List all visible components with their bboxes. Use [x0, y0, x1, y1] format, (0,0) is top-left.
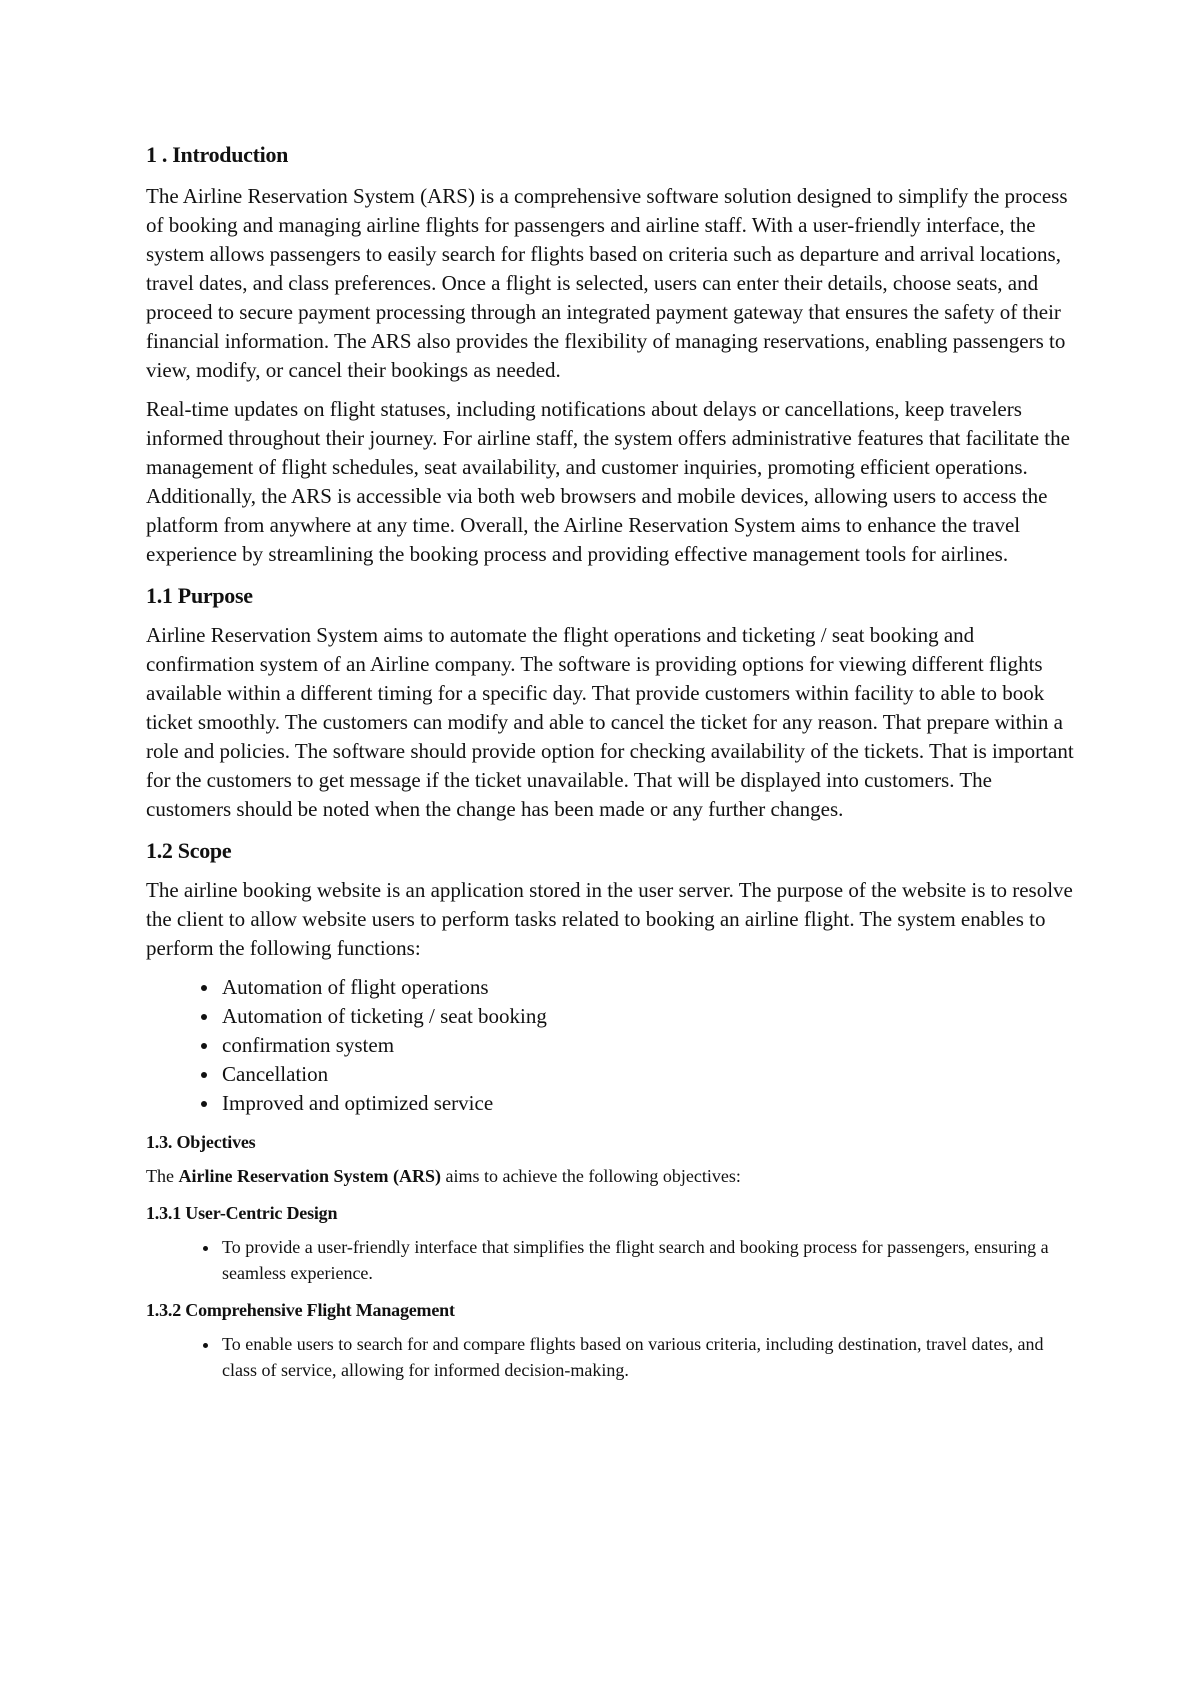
objectives-heading: 1.3. Objectives: [146, 1132, 256, 1152]
objectives-intro-before: The: [146, 1166, 179, 1186]
purpose-heading: 1.1 Purpose: [146, 583, 253, 608]
list-item: • Automation of flight operations: [220, 973, 1076, 1002]
flight-management-list: [146, 1331, 1076, 1383]
introduction-heading: 1 . Introduction: [146, 142, 289, 167]
objectives-intro-after: aims to achieve the following objectives:: [440, 1166, 741, 1186]
introduction-paragraph-1: The Airline Reservation System (ARS) is a comprehensive software solution designed to simplify the process of booking and managing airline flights for passengers and airline staff. With a user-friendly interface, the system allows passengers to easily search for flights based on criteria such as departure and arrival locations, travel dates, and class preferences. Once a flight is selected, users can enter their details, choose seats, and proceed to secure payment processing through an integrated payment gateway that ensures the safety of their financial information. The ARS also provides the flexibility of managing reservations, enabling passengers to view, modify, or cancel their bookings as needed.: [146, 184, 1068, 382]
objectives-intro: [146, 1163, 1076, 1189]
scope-paragraph: The airline booking website is an application stored in the user server. The purpose of the website is to resolve the client to allow website users to perform tasks related to booking an airline flight. The system enables to perform the following functions:: [146, 878, 1073, 960]
user-centric-design-list: [146, 1234, 1076, 1286]
list-item: • Cancellation: [220, 1060, 1076, 1089]
objectives-intro-bold: Airline Reservation System (ARS): [178, 1166, 441, 1186]
introduction-paragraph-2: Real-time updates on flight statuses, including notifications about delays or cancellations, keep travelers informed throughout their journey. For airline staff, the system offers administrative features that facilitate the management of flight schedules, seat availability, and customer inquiries, promoting efficient operations. Additionally, the ARS is accessible via both web browsers and mobile devices, allowing users to access the platform from anywhere at any time. Overall, the Airline Reservation System aims to enhance the travel experience by streamlining the booking process and providing effective management tools for airlines.: [146, 397, 1070, 566]
list-item: • Automation of ticketing / seat booking: [220, 1002, 1076, 1031]
scope-function-list: [146, 973, 1076, 1118]
list-item: • confirmation system: [220, 1031, 1076, 1060]
user-centric-design-heading: 1.3.1 User-Centric Design: [146, 1203, 338, 1223]
document-body: [146, 142, 1076, 1391]
list-item: • Improved and optimized service: [220, 1089, 1076, 1118]
scope-heading: 1.2 Scope: [146, 838, 232, 863]
list-item: • To enable users to search for and compare flights based on various criteria, including destination, travel dates, and class of service, allowing for informed decision-making.: [220, 1331, 1076, 1383]
purpose-paragraph: Airline Reservation System aims to automate the flight operations and ticketing / seat booking and confirmation system of an Airline company. The software is providing options for viewing different flights available within a different timing for a specific day. That provide customers within facility to able to book ticket smoothly. The customers can modify and able to cancel the ticket for any reason. That prepare within a role and policies. The software should provide option for checking availability of the tickets. That is important for the customers to get message if the ticket unavailable. That will be displayed into customers. The customers should be noted when the change has been made or any further changes.: [146, 623, 1074, 821]
list-item: • To provide a user-friendly interface that simplifies the flight search and booking process for passengers, ensuring a seamless experience.: [220, 1234, 1076, 1286]
flight-management-heading: 1.3.2 Comprehensive Flight Management: [146, 1300, 455, 1320]
